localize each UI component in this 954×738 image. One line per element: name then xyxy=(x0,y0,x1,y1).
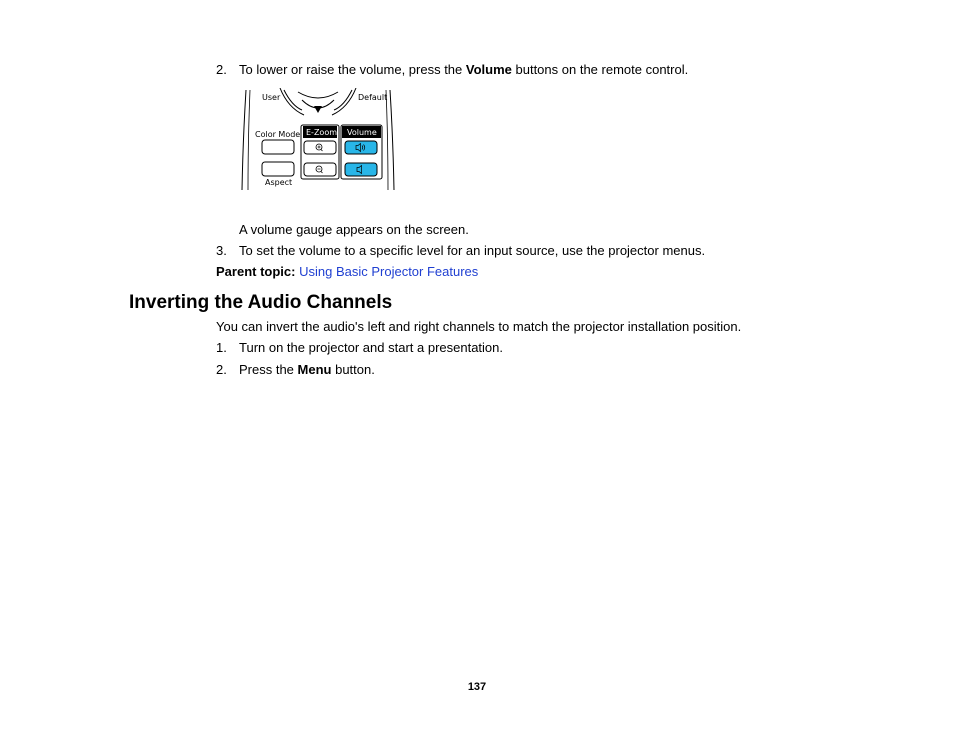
volume-down-button xyxy=(345,163,377,176)
color-mode-label: Color Mode xyxy=(255,130,301,139)
aspect-label: Aspect xyxy=(265,178,293,187)
step-volume-menus xyxy=(216,243,705,259)
zoom-in-button xyxy=(304,141,336,154)
step-turn-on xyxy=(216,340,503,356)
down-arrow-icon xyxy=(314,106,322,113)
step-text-after: buttons on the remote control. xyxy=(511,62,689,77)
step-text: To set the volume to a specific level for an input source, use the projector menus. xyxy=(239,243,706,258)
volume-up-button xyxy=(345,141,377,154)
menu-bold: Menu xyxy=(297,362,332,377)
aspect-button xyxy=(262,162,294,176)
parent-topic-link[interactable]: Using Basic Projector Features xyxy=(299,264,479,279)
step-press-menu xyxy=(216,362,375,378)
gauge-note: A volume gauge appears on the screen. xyxy=(239,222,469,237)
step-text-after: button. xyxy=(331,362,375,377)
step-text: Turn on the projector and start a presentation. xyxy=(239,340,504,355)
parent-topic-label: Parent topic: xyxy=(216,264,296,279)
page-number: 137 xyxy=(467,681,487,693)
step-volume xyxy=(216,62,688,78)
user-label: User xyxy=(262,93,281,102)
color-mode-button xyxy=(262,140,294,154)
step-text-before: Press the xyxy=(239,362,298,377)
volume-bold: Volume xyxy=(465,62,512,77)
step-text-before: To lower or raise the volume, press the xyxy=(239,62,466,77)
step-number: 3. xyxy=(216,243,227,258)
section-intro: You can invert the audio's left and right channels to match the projector installation position. xyxy=(216,319,742,334)
volume-label: Volume xyxy=(347,128,377,137)
parent-topic xyxy=(216,264,478,280)
step-number: 1. xyxy=(216,340,227,355)
ezoom-label: E-Zoom xyxy=(306,128,338,137)
section-heading: Inverting the Audio Channels xyxy=(129,292,393,313)
step-number: 2. xyxy=(216,362,227,377)
default-label: Default xyxy=(358,93,388,102)
step-number: 2. xyxy=(216,62,227,77)
zoom-out-button xyxy=(304,163,336,176)
remote-control-illustration xyxy=(240,88,398,192)
